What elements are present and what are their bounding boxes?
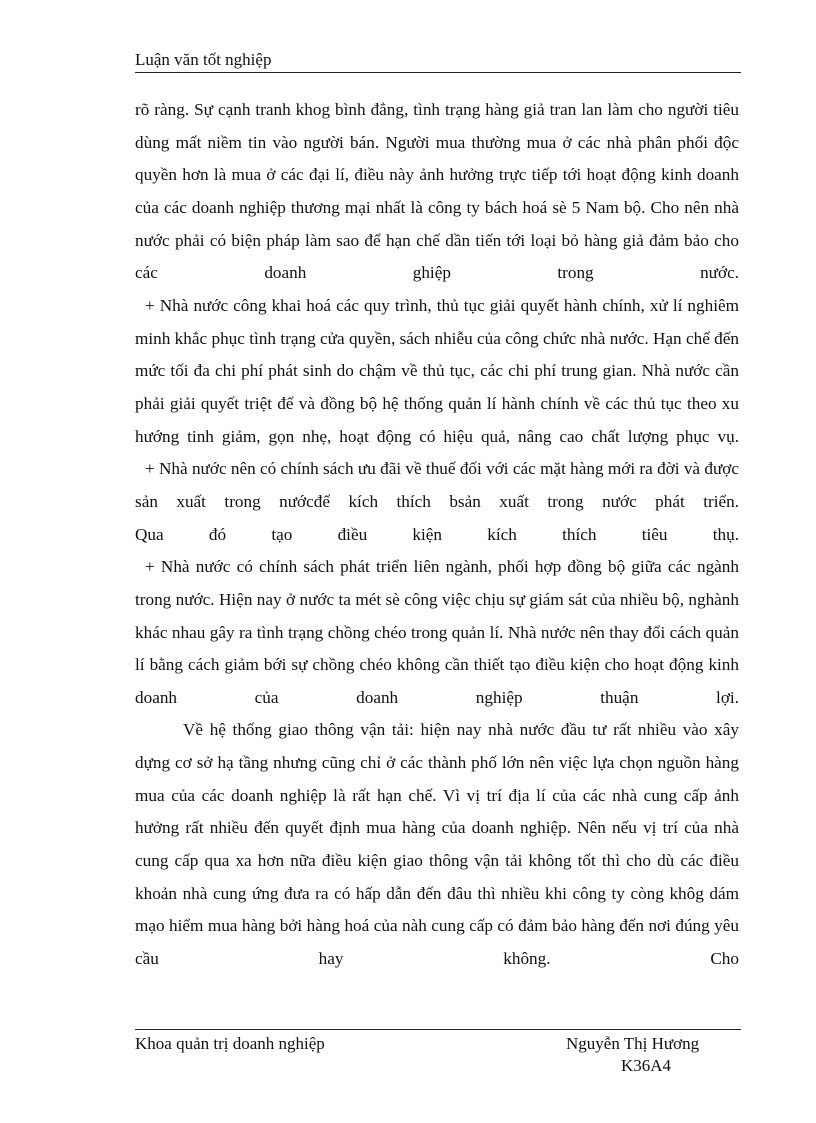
paragraph-admin-procedures: + Nhà nước công khai hoá các quy trình, thủ tục giải quyết hành chính, xử lí nghiêm minh khắc phục tình trạng cửa quyền, sách nhiễu của công chức nhà nước. Hạn chế đến mức tối đa chi phí phát sinh do chậm về thủ tục, các chi phí trung gian. Nhà nước cần phải giải quyết triệt để và đồng bộ hệ thống quản lí hành chính về các thủ tục theo xu hướng tinh giảm, gọn nhẹ, hoạt động có hiệu quả, nâng cao chất lượng phục vụ. <box>135 295 739 446</box>
paragraph-transport: Về hệ thống giao thông vận tải: hiện nay nhà nước đầu tư rất nhiều vào xây dựng cơ sở hạ tầng nhưng cũng chỉ ở các thành phố lớn nên việc lựa chọn nguồn hàng mua của các doanh nghiệp là rất hạn chế. Vì vị trí địa lí của các nhà cung cấp ảnh hưởng rất nhiều đến quyết định mua hàng của doanh nghiệp. Nên nếu vị trí của nhà cung cấp qua xa hơn nữa điều kiện giao thông vận tải không tốt thì cho dù các điều khoản nhà cung ứng đưa ra có hấp dẫn đến đâu thì nhiều khi công ty còng khôg dám mạo hiểm mua hàng bởi hàng hoá của nàh cung cấp có đảm bảo hàng đến nơi đúng yêu cầu hay không. Cho <box>135 720 739 969</box>
paragraph-intro: rõ ràng. Sự cạnh tranh khog bình đẳng, tình trạng hàng giả tran lan làm cho người tiêu dùng mất niềm tin vào người bán. Người mua thường mua ở các nhà phân phối độc quyền hơn là mua ở các đại lí, điều này ảnh hưởng trực tiếp tới hoạt động kinh doanh của các doanh nghiệp thương mại nhất là công ty bách hoá sè 5 Nam bộ. Cho nên nhà nước phải có biện pháp làm sao để hạn chế dần tiến tới loại bỏ hàng giả đảm bảo cho các doanh ghiệp trong nước. <box>135 100 739 283</box>
header-title: Luận văn tốt nghiệp <box>135 50 272 69</box>
paragraph-interdisciplinary: + Nhà nước có chính sách phát triển liên ngành, phối hợp đồng bộ giữa các ngành trong nước. Hiện nay ở nước ta mét sè công việc chịu sự giám sát của nhiều bộ, nghành khác nhau gây ra tình trạng chồng chéo trong quản lí. Nhà nước nên thay đổi cách quản lí bằng cách giảm bới sự chồng chéo không cần thiết tạo điều kiện cho hoạt động kinh doanh của doanh nghiệp thuận lợi. <box>135 557 739 707</box>
footer-faculty: Khoa quản trị doanh nghiệp <box>135 1034 325 1053</box>
header-divider <box>135 72 741 73</box>
footer-author: Nguyễn Thị Hương <box>566 1034 700 1053</box>
paragraph-tax-policy-continued: Qua đó tạo điều kiện kích thích tiêu thụ. <box>135 524 739 544</box>
body-text <box>135 94 739 976</box>
footer-divider <box>135 1029 741 1030</box>
footer-class: K36A4 <box>621 1056 672 1075</box>
paragraph-tax-policy: + Nhà nước nên có chính sách ưu đãi về thuế đối với các mặt hàng mới ra đời và được sản xuất trong nướcđể kích thích bsản xuất trong nước phát triển. <box>135 459 739 511</box>
